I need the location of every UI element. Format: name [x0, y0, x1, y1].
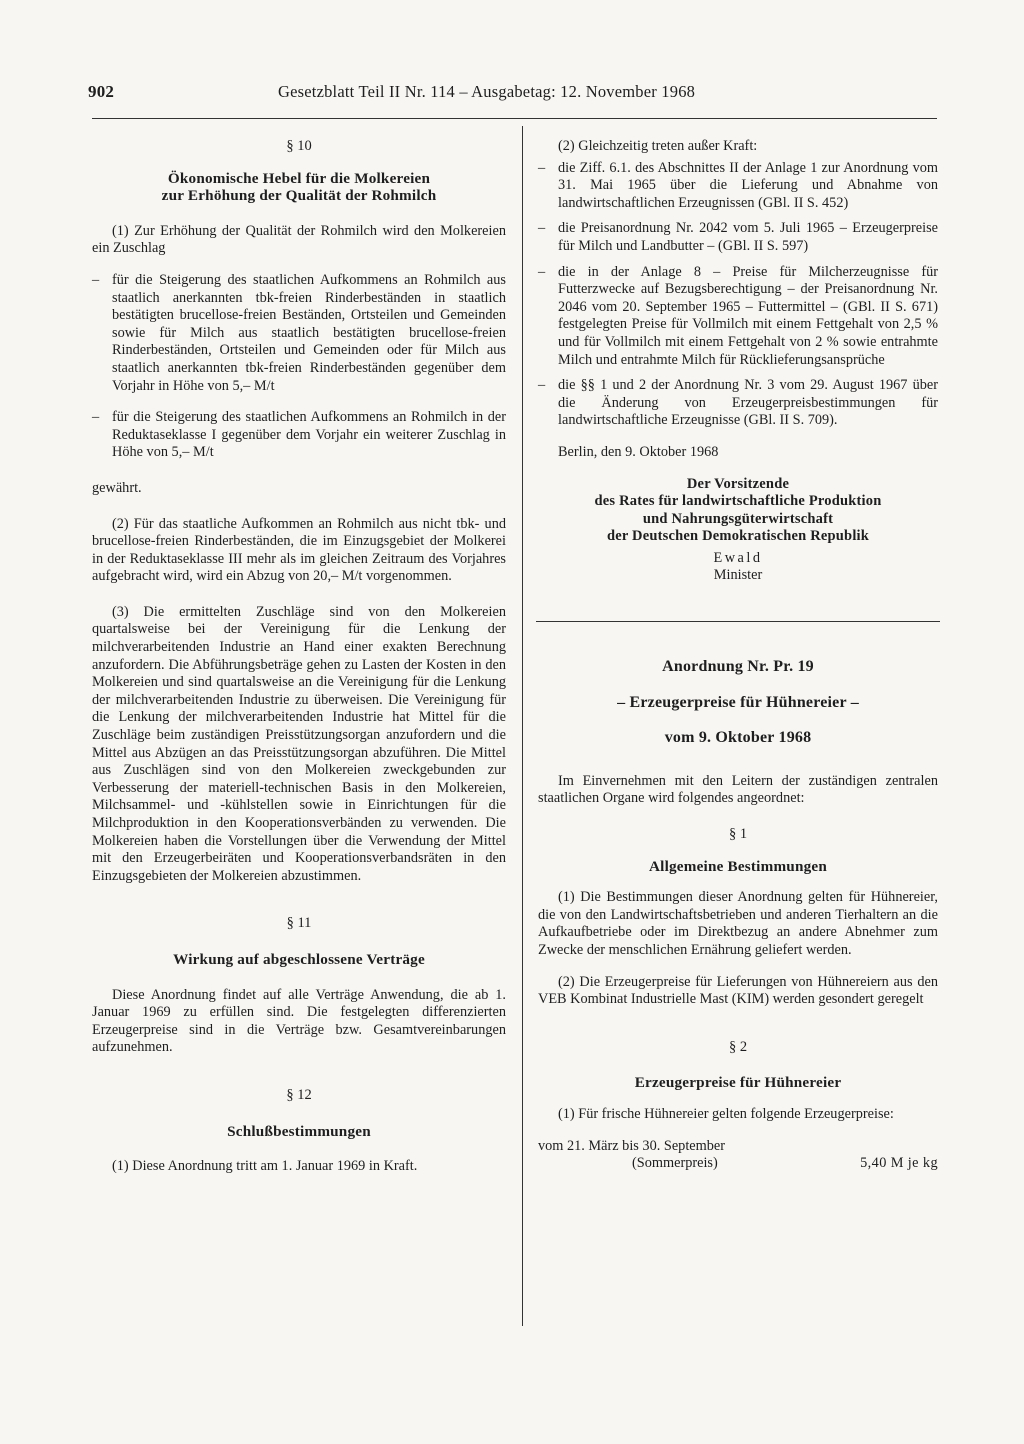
section-10-list-item-1: – für die Steigerung des staatlichen Aufkommens an Rohmilch aus staatlich anerkannten tbk-freien Rinderbeständen in staatlich bestätigten brucellose-freien Beständen, Ortsteilen und Gemeinden sowie für Milch aus staatlich bestätigten brucellose-freien Rinderbeständen, Ortsteilen und Gemeinden oder für Milch aus staatlich anerkannten tbk-freien Rinderbeständen gegenüber dem Vorjahr in Höhe von 5,– M/t [92, 271, 506, 394]
signatory-name: Ewald [713, 549, 763, 566]
price-period: vom 21. März bis 30. September [538, 1137, 726, 1154]
section-12-symbol: § 12 [286, 1086, 312, 1103]
order-section-1-paragraph-2: (2) Die Erzeugerpreise für Lieferungen von Hühnereiern aus den VEB Kombinat Industrielle Mast (KIM) werden gesondert geregelt [538, 973, 938, 1008]
order-section-2-paragraph-1: (1) Für frische Hühnereier gelten folgende Erzeugerpreise: [558, 1105, 894, 1122]
section-11-paragraph-1: Diese Anordnung findet auf alle Verträge Anwendung, die ab 1. Januar 1969 zu erfüllen sind. Die festgelegten differenzierten Erzeugerpreise sind in die Verträge bzw. Gesamtvereinbarungen aufzunehmen. [92, 986, 506, 1056]
price-value: 5,40 M je kg [860, 1154, 938, 1171]
list-item-text: die Preisanordnung Nr. 2042 vom 5. Juli 1965 – Erzeugerpreise für Milch und Landbutter – (GBl. II S. 597) [558, 220, 938, 254]
order-title: Anordnung Nr. Pr. 19 [662, 658, 814, 676]
column-divider [522, 126, 523, 1326]
list-item-text: die Ziff. 6.1. des Abschnittes II der Anlage 1 zur Anordnung vom 31. Mai 1965 über die Lieferung und Abnahme von landwirtschaftlichen Erzeugnissen (GBl. II S. 452) [558, 159, 938, 211]
signatory-role: Minister [713, 567, 763, 584]
right-column [538, 138, 938, 1173]
repeal-intro: (2) Gleichzeitig treten außer Kraft: [558, 138, 758, 154]
left-column [92, 138, 506, 1176]
section-10-paragraph-3: (3) Die ermittelten Zuschläge sind von den Molkereien quartalsweise bei der Vereinigung für die Lenkung der milchverarbeitenden Industrie an Hand einer exakten Berechnung anzufordern. Die Abführungsbeträge gehen zu Lasten der Kosten in den Molkereien und sind quartalsweise an die Vereinigung für die Lenkung der milchverarbeitenden Industrie zu überweisen. Die Vereinigung für die Lenkung der milchverarbeitenden Industrie hat Mittel für die Zuschläge beim zuständigen Preisstützungsorgan anzufordern und die Mittel aus Abzügen an das Preisstützungsorgan abzuführen. Die Mittel aus Zuschlägen sind von den Molkereien zweckgebunden zur Verbesserung der materiell-technischen Basis in den Molkereien, Milchsammel- und -kühlstellen sowie in Einrichtungen für die Milchproduktion in den Kooperationsverbänden zu verwenden. Die Molkereien haben die Vorstellungen über die Verwendung der Mittel mit den Erzeugerbeiräten und Kooperationsverbandsräten in den Einzugsgebieten der Molkereien abzustimmen. [92, 603, 506, 884]
signatory-line-3: und Nahrungsgüterwirtschaft [642, 510, 834, 527]
signatory-line-2: des Rates für landwirtschaftliche Produktion [594, 493, 882, 510]
order-section-1-paragraph-1: (1) Die Bestimmungen dieser Anordnung gelten für Hühnereier, die von den Landwirtschaftsbetrieben und anderen Tierhaltern an die Aufkaufbetriebe oder im Direktbezug an andere Abnehmer zum Zwecke der menschlichen Ernährung geliefert werden. [538, 889, 938, 958]
repeal-item-3: – die in der Anlage 8 – Preise für Milcherzeugnisse für Futterzwecke auf Bezugsberechtigung – der Preisanordnung Nr. 2046 vom 20. September 1965 – Futtermittel – (GBl. II S. 671) festgelegten Preise für Vollmilch mit einem Fettgehalt von 2,5 % und für Vollmilch mit einem Fettgehalt von 2 % sowie entrahmte Milch und entrahmte Milch für Rücklieferungsansprüche [538, 263, 938, 368]
section-10-title-line-2: zur Erhöhung der Qualität der Rohmilch [161, 187, 437, 205]
price-row-summer [538, 1138, 938, 1173]
repeal-item-1: – die Ziff. 6.1. des Abschnittes II der Anlage 1 zur Anordnung vom 31. Mai 1965 über die Lieferung und Abnahme von landwirtschaftlichen Erzeugnissen (GBl. II S. 452) [538, 159, 938, 211]
section-10-symbol: § 10 [286, 138, 312, 154]
price-season: (Sommerpreis) [632, 1155, 718, 1172]
section-12-title: Schlußbestimmungen [227, 1122, 371, 1140]
list-item-text: die in der Anlage 8 – Preise für Milcherzeugnisse für Futterzwecke auf Bezugsberechtigung – der Preisanordnung Nr. 2046 vom 20. September 1965 – Futtermittel – (GBl. II S. 671) festgelegten Preise für Vollmilch mit einem Fettgehalt von 2,5 % und für Vollmilch mit einem Fettgehalt von 2 % sowie entrahmte Milch und entrahmte Milch für Rücklieferungsansprüche [558, 263, 938, 368]
header-rule [92, 118, 937, 119]
order-section-1-title: Allgemeine Bestimmungen [649, 857, 827, 875]
order-section-1-symbol: § 1 [728, 826, 748, 843]
order-subtitle: – Erzeugerpreise für Hühnereier – [617, 693, 859, 711]
page-header [88, 82, 758, 108]
section-10-list-item-2: – für die Steigerung des staatlichen Aufkommens an Rohmilch in der Reduktaseklasse I gegenüber dem Vorjahr ein weiterer Zuschlag in Höhe von 5,– M/t [92, 409, 506, 461]
page-number: 902 [88, 82, 115, 101]
dateline: Berlin, den 9. Oktober 1968 [558, 443, 719, 460]
list-item-text: für die Steigerung des staatlichen Aufkommens an Rohmilch aus staatlich anerkannten tbk-freien Rinderbeständen in staatlich bestätigten brucellose-freien Beständen, Ortsteilen und Gemeinden sowie für Milch aus staatlich bestätigten brucellose-freien Rinderbeständen, Ortsteilen und Gemeinden oder für Milch aus staatlich anerkannten tbk-freien Rinderbeständen gegenüber dem Vorjahr in Höhe von 5,– M/t [112, 271, 506, 394]
order-section-2-symbol: § 2 [728, 1038, 748, 1055]
section-10-paragraph-2: (2) Für das staatliche Aufkommen an Rohmilch aus nicht tbk- und brucellose-freien Rinderbeständen, die im Einzugsgebiet der Molkerei in der Reduktaseklasse III mehr als im gleichen Zeitraum des Vorjahres aufgebracht wird, wird ein Abzug von 20,– M/t vorgenommen. [92, 515, 506, 585]
order-preamble: Im Einvernehmen mit den Leitern der zuständigen zentralen staatlichen Organe wird folgendes angeordnet: [538, 772, 938, 807]
signatory-line-1: Der Vorsitzende [686, 475, 790, 492]
list-item-text: für die Steigerung des staatlichen Aufkommens an Rohmilch in der Reduktaseklasse I gegenüber dem Vorjahr ein weiterer Zuschlag in Höhe von 5,– M/t [112, 409, 506, 461]
order-section-2-title: Erzeugerpreise für Hühnereier [634, 1074, 842, 1092]
repeal-item-2: – die Preisanordnung Nr. 2042 vom 5. Juli 1965 – Erzeugerpreise für Milch und Landbutter – (GBl. II S. 597) [538, 220, 938, 254]
order-date: vom 9. Oktober 1968 [664, 729, 812, 747]
section-10-title-line-1: Ökonomische Hebel für die Molkereien [167, 169, 431, 187]
section-10-paragraph-1: (1) Zur Erhöhung der Qualität der Rohmilch wird den Molkereien ein Zuschlag [92, 222, 506, 257]
section-12-paragraph-1: (1) Diese Anordnung tritt am 1. Januar 1969 in Kraft. [112, 1158, 418, 1175]
gazette-header-title: Gesetzblatt Teil II Nr. 114 – Ausgabetag: 12. November 1968 [278, 82, 696, 101]
section-11-symbol: § 11 [286, 915, 312, 932]
section-11-title: Wirkung auf abgeschlossene Verträge [173, 950, 425, 968]
repeal-item-4: – die §§ 1 und 2 der Anordnung Nr. 3 vom 29. August 1967 über die Änderung von Erzeugerpreisbestimmungen für landwirtschaftliche Erzeugnisse (GBl. II S. 709). [538, 377, 938, 429]
signatory-line-4: der Deutschen Demokratischen Republik [606, 528, 870, 545]
section-10-granted: gewährt. [92, 479, 142, 496]
list-item-text: die §§ 1 und 2 der Anordnung Nr. 3 vom 29. August 1967 über die Änderung von Erzeugerpreisbestimmungen für landwirtschaftliche Erzeugnisse (GBl. II S. 709). [558, 377, 938, 429]
